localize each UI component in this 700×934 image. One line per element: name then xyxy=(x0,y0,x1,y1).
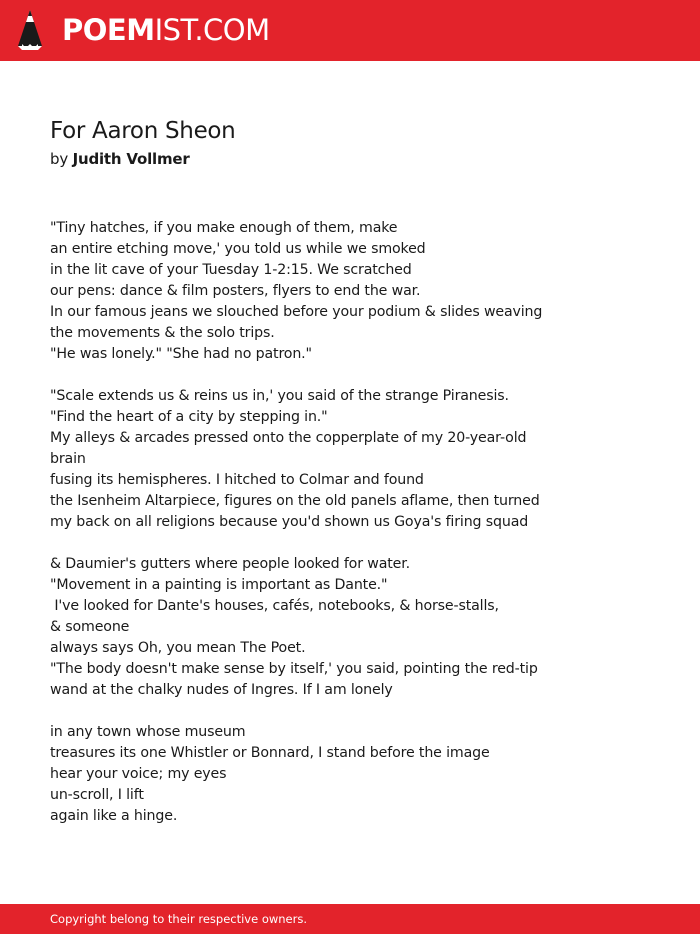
poem-line: "Movement in a painting is important as Dante." xyxy=(50,577,388,593)
poem-line: "Find the heart of a city by stepping in." xyxy=(50,409,328,425)
copyright-notice: Copyright belong to their respective owners. xyxy=(50,912,308,926)
poem-line: "Scale extends us & reins us in,' you said of the strange Piranesis. xyxy=(50,388,509,404)
poem-line: un-scroll, I lift xyxy=(50,787,144,803)
poem-body xyxy=(50,218,660,827)
poem-line: an entire etching move,' you told us while we smoked xyxy=(50,241,426,257)
byline xyxy=(50,149,190,169)
poem-line: My alleys & arcades pressed onto the copperplate of my 20-year-old xyxy=(50,430,527,446)
poem-line: my back on all religions because you'd shown us Goya's firing squad xyxy=(50,514,529,530)
poem-line: always says Oh, you mean The Poet. xyxy=(50,640,306,656)
poem-line: fusing its hemispheres. I hitched to Colmar and found xyxy=(50,472,424,488)
pencil-tip-icon[interactable] xyxy=(16,8,44,52)
poem-line: "He was lonely." "She had no patron." xyxy=(50,346,312,362)
poem-line: the movements & the solo trips. xyxy=(50,325,275,341)
by-label: by xyxy=(50,150,68,168)
stanza-break xyxy=(50,701,660,722)
poem-line: & Daumier's gutters where people looked for water. xyxy=(50,556,410,572)
poem-line: & someone xyxy=(50,619,130,635)
poem-line: again like a hinge. xyxy=(50,808,178,824)
poem-line: wand at the chalky nudes of Ingres. If I am lonely xyxy=(50,682,393,698)
poem-line: brain xyxy=(50,451,86,467)
logo-bold-text: POEM xyxy=(62,13,155,47)
stanza-break xyxy=(50,533,660,554)
poem-title: For Aaron Sheon xyxy=(50,118,236,144)
poem-line: the Isenheim Altarpiece, figures on the old panels aflame, then turned xyxy=(50,493,540,509)
site-logo[interactable] xyxy=(62,12,270,48)
footer-bar xyxy=(0,904,700,934)
poem-line: In our famous jeans we slouched before your podium & slides weaving xyxy=(50,304,543,320)
header-bar xyxy=(0,0,700,61)
author-name: Judith Vollmer xyxy=(72,150,190,168)
poem-line: I've looked for Dante's houses, cafés, notebooks, & horse-stalls, xyxy=(50,598,499,614)
poem-line: "The body doesn't make sense by itself,' you said, pointing the red-tip xyxy=(50,661,538,677)
poem-line: in the lit cave of your Tuesday 1-2:15. We scratched xyxy=(50,262,412,278)
poem-line: in any town whose museum xyxy=(50,724,246,740)
stanza-break xyxy=(50,365,660,386)
poem-line: "Tiny hatches, if you make enough of them, make xyxy=(50,220,398,236)
poem-line: our pens: dance & film posters, flyers to end the war. xyxy=(50,283,421,299)
poem-line: treasures its one Whistler or Bonnard, I stand before the image xyxy=(50,745,490,761)
poem-line: hear your voice; my eyes xyxy=(50,766,227,782)
logo-light-text: IST.COM xyxy=(154,13,270,47)
